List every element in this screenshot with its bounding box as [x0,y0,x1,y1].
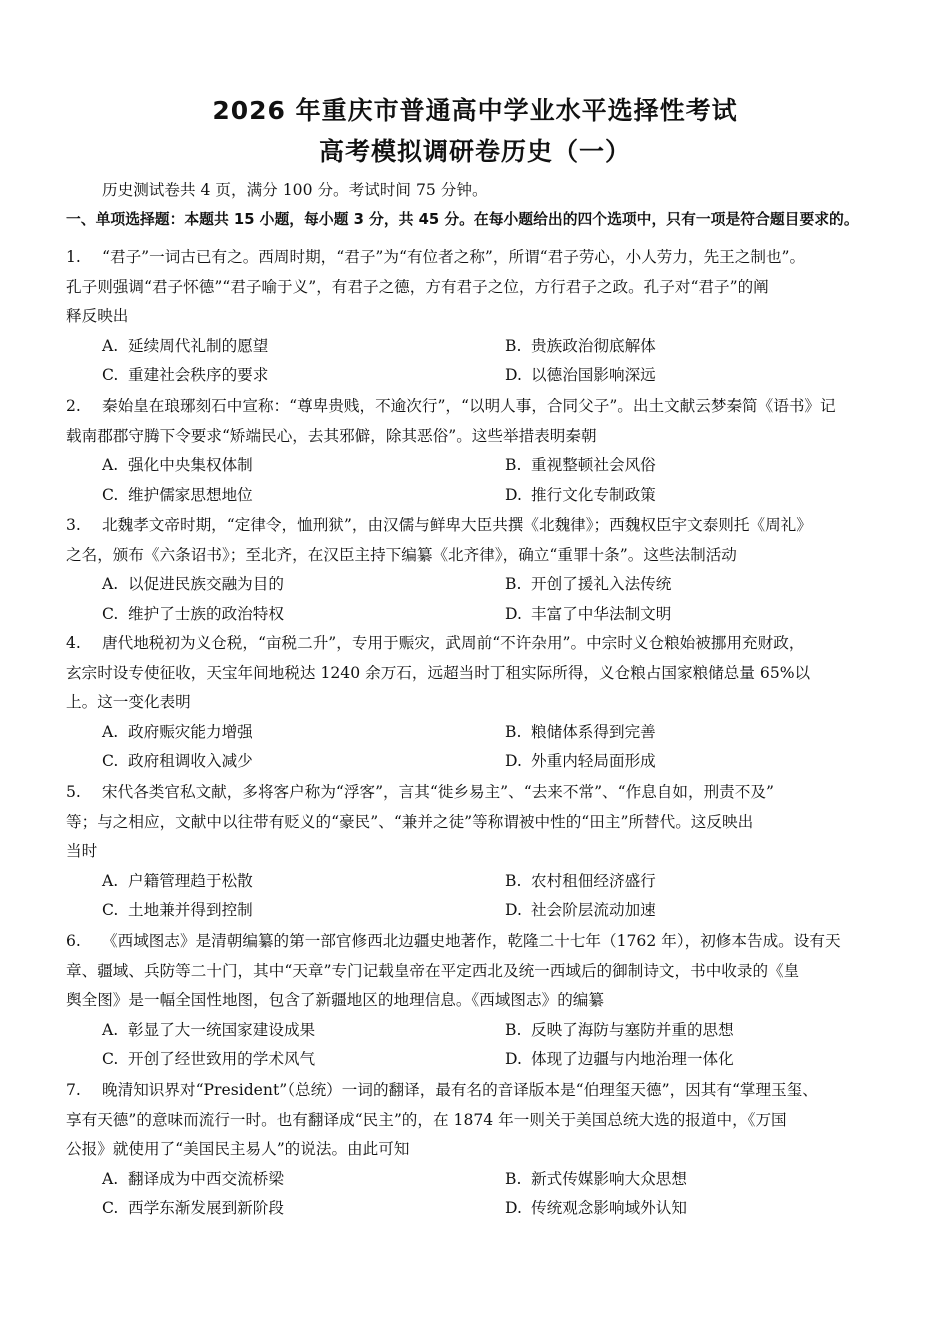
option-text: 农村租佃经济盛行 [531,871,656,890]
answer-option[interactable] [505,485,656,505]
question-stem-line: 舆全图》是一幅全国性地图，包含了新疆地区的地理信息。《西域图志》的编纂 [66,991,604,1010]
exam-subtitle: 高考模拟调研卷历史（一） [318,137,631,166]
option-label: C. [102,604,119,623]
option-text: 反映了海防与塞防并重的思想 [531,1020,734,1039]
question-stem-line: 载南郡郡守腾下令要求“矫端民心，去其邪僻，除其恶俗”。这些举措表明秦朝 [66,426,597,445]
option-label: A. [102,456,119,475]
option-label: B. [505,1020,522,1039]
option-label: D. [505,604,522,623]
answer-option[interactable] [505,604,671,624]
answer-option[interactable] [102,1020,315,1040]
question-stem-line: 享有天德”的意味而流行一时。也有翻译成“民主”的，在 1874 年一则关于美国总统大选的报道中，《万国 [66,1110,787,1129]
question-stem-line: 孔子则强调“君子怀德”“君子喻于义”，有君子之德，方有君子之位，方行君子之政。孔子对“君子”的阐 [66,277,769,296]
question-stem-line: 当时 [66,842,98,861]
option-text: 以德治国影响深远 [531,366,656,385]
answer-option[interactable] [102,1049,315,1069]
answer-option[interactable] [102,722,253,742]
question-stem-line: 等；与之相应，文献中以往带有贬义的“豪民”、“兼并之徒”等称谓被中性的“田主”所替代。这反映出 [66,812,754,831]
question-number: 4. [66,634,81,652]
option-text: 新式传媒影响大众思想 [531,1169,687,1188]
answer-option[interactable] [505,871,656,891]
option-label: B. [505,575,522,594]
option-text: 体现了边疆与内地治理一体化 [531,1050,734,1069]
option-label: A. [102,1020,119,1039]
option-text: 外重内轻局面形成 [531,752,656,771]
option-text: 社会阶层流动加速 [531,901,656,920]
exam-instructions: 历史测试卷共 4 页，满分 100 分。考试时间 75 分钟。 [102,181,488,199]
question-number: 3. [66,516,81,534]
option-text: 维护儒家思想地位 [128,485,253,504]
option-text: 重视整顿社会风俗 [531,456,656,475]
question-number: 2. [66,397,81,415]
option-text: 传统观念影响域外认知 [531,1199,687,1218]
option-label: A. [102,336,119,355]
option-label: D. [505,1050,522,1069]
option-label: C. [102,901,119,920]
section-heading: 一、单项选择题：本题共 15 小题，每小题 3 分，共 45 分。在每小题给出的四个选项中，只有一项是符合题目要求的。 [66,211,859,228]
option-label: C. [102,366,119,385]
answer-option[interactable] [505,722,656,742]
option-text: 彰显了大一统国家建设成果 [128,1020,316,1039]
option-text: 以促进民族交融为目的 [128,575,284,594]
option-label: C. [102,1199,119,1218]
question-number: 6. [66,932,81,950]
answer-option[interactable] [505,455,656,475]
option-label: B. [505,1169,522,1188]
question-stem-line: 唐代地税初为义仓税，“亩税二升”，专用于赈灾，武周前“不许杂用”。中宗时义仓粮始被挪用充财政， [102,634,805,652]
option-text: 维护了士族的政治特权 [128,604,284,623]
answer-option[interactable] [102,871,253,891]
option-text: 政府赈灾能力增强 [128,722,253,741]
option-text: 粮储体系得到完善 [531,722,656,741]
question-stem-line: 《西域图志》是清朝编纂的第一部官修西北边疆史地著作，乾隆二十七年（1762 年），初修本告成。设有天 [102,932,841,950]
question-stem-line: 章、疆域、兵防等二十门，其中“天章”专门记载皇帝在平定西北及统一西域后的御制诗文，书中收录的《皇 [66,961,800,980]
option-label: D. [505,485,522,504]
option-text: 政府租调收入减少 [128,752,253,771]
option-label: D. [505,901,522,920]
question-stem-line: 秦始皇在琅琊刻石中宣称：“尊卑贵贱，不逾次行”，“以明人事，合同父子”。出土文献云梦秦简《语书》记 [102,397,836,415]
answer-option[interactable] [505,336,656,356]
question-stem-line: 玄宗时设专使征收，天宝年间地税达 1240 余万石，远超当时丁租实际所得，义仓粮占国家粮储总量 65%以 [66,663,811,682]
option-text: 开创了经世致用的学术风气 [128,1050,316,1069]
option-text: 西学东渐发展到新阶段 [128,1199,284,1218]
answer-option[interactable] [505,751,656,771]
option-label: A. [102,722,119,741]
option-label: A. [102,575,119,594]
question-stem-line: 之名，颁布《六条诏书》；至北齐，在汉臣主持下编纂《北齐律》，确立“重罪十条”。这些法制活动 [66,545,737,564]
answer-option[interactable] [102,751,253,771]
question-number: 1. [66,248,81,266]
answer-option[interactable] [102,455,253,475]
question-number: 5. [66,783,81,801]
option-label: A. [102,871,119,890]
option-label: C. [102,1050,119,1069]
option-label: C. [102,752,119,771]
option-text: 土地兼并得到控制 [128,901,253,920]
question-stem-line: 北魏孝文帝时期，“定律令，恤刑狱”，由汉儒与鲜卑大臣共撰《北魏律》；西魏权臣宇文泰则托《周礼》 [102,516,812,534]
option-text: 重建社会秩序的要求 [128,366,269,385]
question-stem-line: 释反映出 [66,307,129,326]
question-number: 7. [66,1081,81,1099]
answer-option[interactable] [102,365,268,385]
option-label: B. [505,722,522,741]
option-text: 开创了援礼入法传统 [531,575,672,594]
answer-option[interactable] [102,604,284,624]
question-stem-line: 晚清知识界对“President”（总统）一词的翻译，最有名的音译版本是“伯理玺天德”，因其有“掌理玉玺、 [102,1081,818,1099]
option-text: 户籍管理趋于松散 [128,871,253,890]
question-stem-line: 上。这一变化表明 [66,693,191,712]
option-text: 延续周代礼制的愿望 [128,336,269,355]
answer-option[interactable] [505,574,671,594]
exam-title: 2026 年重庆市普通高中学业水平选择性考试 [212,96,738,125]
option-text: 强化中央集权体制 [128,456,253,475]
answer-option[interactable] [505,1049,734,1069]
option-label: D. [505,752,522,771]
option-label: B. [505,871,522,890]
option-text: 翻译成为中西交流桥梁 [128,1169,284,1188]
question-stem-line: 宋代各类官私文献，多将客户称为“浮客”，言其“徙乡易主”、“去来不常”、“作息自如，刑责不及” [102,783,774,801]
option-label: A. [102,1169,119,1188]
option-text: 推行文化专制政策 [531,485,656,504]
answer-option[interactable] [102,336,268,356]
answer-option[interactable] [102,485,253,505]
answer-option[interactable] [102,1169,284,1189]
option-label: C. [102,485,119,504]
option-label: D. [505,1199,522,1218]
answer-option[interactable] [505,1020,734,1040]
answer-option[interactable] [505,1169,687,1189]
answer-option[interactable] [102,900,253,920]
option-label: B. [505,456,522,475]
option-label: D. [505,366,522,385]
answer-option[interactable] [505,365,656,385]
answer-option[interactable] [102,574,284,594]
question-stem-line: 公报》就使用了“美国民主易人”的说法。由此可知 [66,1140,410,1159]
option-text: 贵族政治彻底解体 [531,336,656,355]
answer-option[interactable] [505,900,656,920]
answer-option[interactable] [102,1198,284,1218]
option-text: 丰富了中华法制文明 [531,604,672,623]
answer-option[interactable] [505,1198,687,1218]
option-label: B. [505,336,522,355]
question-stem-line: “君子”一词古已有之。西周时期，“君子”为“有位者之称”，所谓“君子劳心，小人劳力，先王之制也”。 [102,248,806,266]
